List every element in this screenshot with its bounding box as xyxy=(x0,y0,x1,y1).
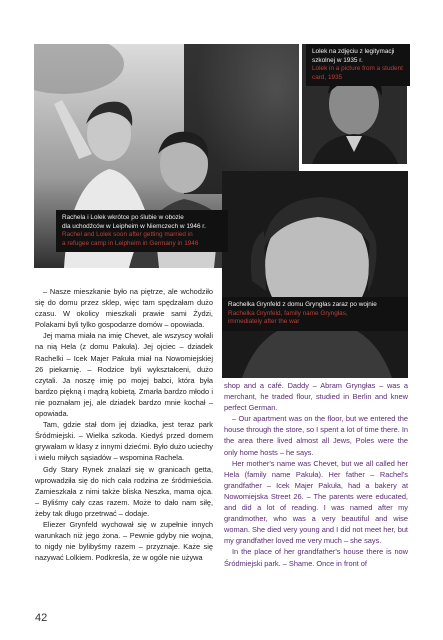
caption-rachela-lolek xyxy=(56,210,228,252)
article-text-pl xyxy=(35,286,213,563)
caption-rachelka-en: Rachelka Grynfeld, family name Gryngłas, immediately after the war xyxy=(228,309,348,326)
paragraph-en: shop and a café. Daddy – Abram Gryngłas – was a merchant, he traded flour, studied in Berlin and knew perfect German. xyxy=(224,381,408,413)
caption-lolek-pl: Lolek na zdjęciu z legitymacji szkolnej w 1935 r. xyxy=(312,48,395,64)
paragraph-en: Her mother's name was Chevet, but we all called her Hela (family name Pakuła). Her father – Rachel's grandfather – Icek Majer Pakuła, had a bakery at Nowomiejska Street 26. – The parents were educated, and did a lot of reading. I was named after my grandmother, who was a very beautiful and wise woman. She died very young and I did not meet her, but my grandfather loved me very much – she says. xyxy=(224,458,408,546)
paragraph-en: In the place of her grandfather's house there is now Śródmiejski park. – Shame. Once in front of xyxy=(224,547,408,568)
caption-lolek xyxy=(306,44,410,86)
page-number: 42 xyxy=(35,612,48,624)
paragraph-en: – Our apartment was on the floor, but we entered the house through the store, so I spent a lot of time there. In the area there lived almost all Jews, Poles were the only home hosts – he says. xyxy=(224,414,408,457)
caption-rachela-lolek-pl: Rachela i Lolek wkrótce po ślubie w obozie dla uchodźców w Leipheim w Niemczech w 1946 r. xyxy=(62,214,206,230)
paragraph-pl: Gdy Stary Rynek znalazł się w granicach getta, wprowadziła się do nich cała rodzina ze śródmieścia. Zamieszkała z nimi także bliska Neszka, mama ojca. – Byliśmy cały czas razem. Może to dało nam siłę, żeby tak długo przetrwać – dodaje. xyxy=(35,464,213,518)
paragraph-pl: Tam, gdzie stał dom jej dziadka, jest teraz park Śródmiejski. – Wielka szkoda. Kiedyś przed domem grywałam w klasy z innymi dziećmi. Było dużo uciechy i wielu miłych sąsiadów – wspomina Rachela. xyxy=(35,420,213,463)
paragraph-pl: Jej mama miała na imię Chevet, ale wszyscy wołali na nią Hela (z domu Pakuła). Jej ojciec – dziadek Rachelki – Icek Majer Pakuła miał na Nowomiejskiej 26 piekarnię. – Rodzice byli wykształceni, dużo czytali. Ja noszę imię po mojej babci, która była bardzo piękną i mądrą kobietą. Zmarła bardzo młodo i nie poznałam jej, ale dziadek bardzo mnie kochał – opowiada. xyxy=(35,331,213,419)
caption-rachela-lolek-en: Rachel and Lolek soon after getting married in a refugee camp in Leipheim in Germany in 1946 xyxy=(62,231,199,247)
paragraph-pl: Eliezer Grynfeld wychował się w zupełnie innych warunkach niż jego żona. – Pewnie gdyby nie wojna, to nigdy nie bylibyśmy razem – przyznaje. Każe się nazywać Lolkiem. Podkreśla, że w ogóle nie używa xyxy=(35,519,213,563)
paragraph-pl: – Nasze mieszkanie było na piętrze, ale wchodziło się do domu przez sklep, więc tam spędzałam dużo czasu. W okolicy mieszkali prawie sami Żydzi, Polakami byli tylko gospodarze domów – opowiada. xyxy=(35,287,213,330)
caption-lolek-en: Lolek in a picture from a student card, 1935 xyxy=(312,65,403,81)
caption-rachelka xyxy=(222,297,408,331)
photo-rachelka-portrait xyxy=(222,171,408,378)
article-text-en xyxy=(224,380,408,569)
caption-rachelka-pl: Rachelka Grynfeld z domu Gryngłas zaraz po wojnie xyxy=(228,301,377,308)
